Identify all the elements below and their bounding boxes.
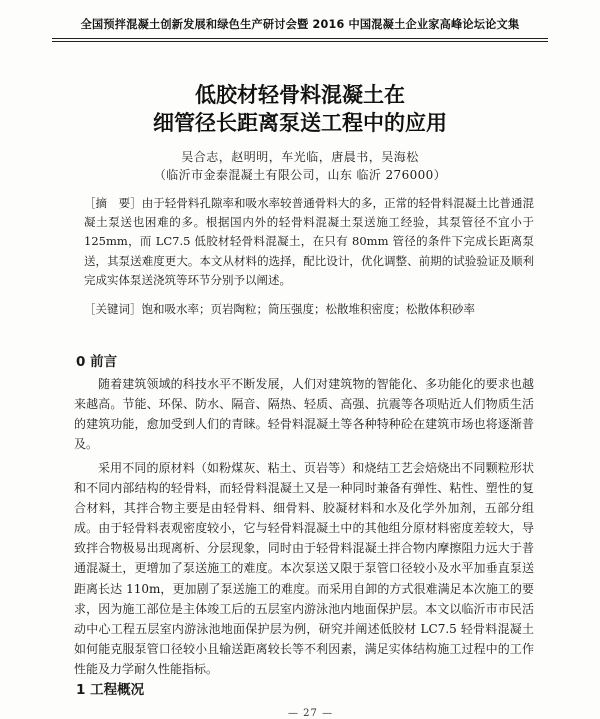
affiliation: （临沂市金泰混凝土有限公司，山东 临沂 276000） (153, 168, 447, 182)
author-list: 吴合志，赵明明，车光临，唐晨书，吴海松 (181, 150, 419, 164)
section-heading-project-overview: 1 工程概况 (76, 682, 145, 698)
paper-title-line2: 细管径长距离泵送工程中的应用 (153, 111, 447, 135)
header-rule-thin (52, 41, 548, 42)
running-header: 全国预拌混凝土创新发展和绿色生产研讨会暨 2016 中国混凝土企业家高峰论坛论文集 (80, 18, 520, 31)
body-paragraph-1: 随着建筑领域的科技水平不断发展，人们对建筑物的智能化、多功能化的要求也越来越高。节能、环保、防水、隔音、隔热、轻质、高强、抗震等各项贴近人们物质生活的建筑功能，愈加受到人们的青睐。轻骨料混凝土等各种特种砼在建筑市场也将逐渐普及。 (74, 377, 534, 452)
header-rule-thick (52, 38, 548, 39)
abstract-text: 由于轻骨料孔隙率和吸水率较普通骨料大的多，正常的轻骨料混凝土比普通混凝土泵送也困难的多。根据国内外的轻骨料混凝土泵送施工经验，其泵管径不宜小于 125mm，而 LC7.5 低胶材轻骨料混凝土，在只有 80mm 管径的条件下完成长距离泵送，其泵送难度更大。本文从材料的选择，配比设计，优化调整、前期的试验验证及顺利完成实体泵送浇筑等环节分别予以阐述。 (84, 196, 535, 287)
keywords (84, 300, 534, 319)
keywords-label: ［关键词］ (84, 302, 142, 316)
page-number: — 27 — (288, 708, 334, 719)
keywords-text: 饱和吸水率；页岩陶粒；筒压强度；松散堆积密度；松散体积砂率 (141, 302, 475, 316)
section-heading-preface: 0 前言 (76, 354, 118, 370)
body-paragraph-2: 采用不同的原材料（如粉煤灰、粘土、页岩等）和烧结工艺会焙烧出不同颗粒形状和不同内部结构的轻骨料，而轻骨料混凝土又是一种同时兼备有弹性、粘性、塑性的复合材料，其拌合物主要是由轻骨料、细骨料、胶凝材料和水及化学外加剂，五部分组成。由于轻骨料表观密度较小，它与轻骨料混凝土中的其他组分原材料密度差较大，导致拌合物极易出现离析、分层现象，同时由于轻骨料混凝土拌合物内摩擦阻力远大于普通混凝土，更增加了泵送施工的难度。本次泵送又限于泵管口径较小及水平加垂直泵送距离长达 110m，更加剧了泵送施工的难度。而采用自卸的方式很难满足本次施工的要求，因为施工部位是主体竣工后的五层室内游泳池内地面保护层。本文以临沂市市民活动中心工程五层室内游泳池地面保护层为例，研究并阐述低胶材 LC7.5 轻骨料混凝土如何能克服泵管口径较小且输送距离较长等不利因素，满足实体结构施工过程中的工作性能及力学耐久性能指标。 (74, 461, 534, 676)
abstract-label: ［摘 要］ (84, 196, 142, 210)
paper-title-line1: 低胶材轻骨料混凝土在 (195, 83, 405, 107)
abstract (84, 194, 534, 290)
